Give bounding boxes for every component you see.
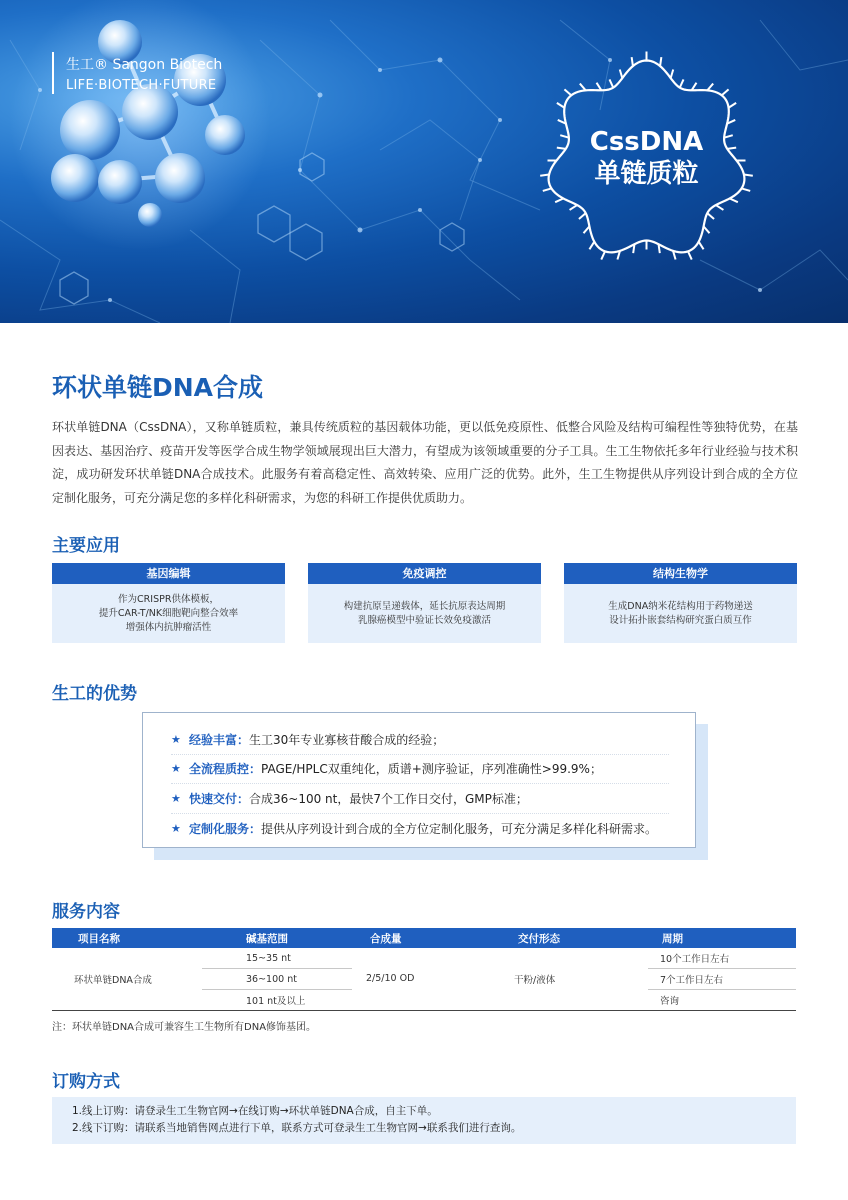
- badge-tick: [620, 70, 623, 79]
- application-card-body: 作为CRISPR供体模板， 提升CAR-T/NK细胞靶向整合效率 增强体内抗肿瘤活性: [98, 593, 239, 633]
- column-header: 合成量: [352, 928, 500, 948]
- advantage-item: [171, 814, 669, 844]
- table-row: [52, 948, 796, 969]
- badge-tick: [633, 244, 634, 253]
- badge-tick: [589, 242, 594, 250]
- badge-tick: [730, 198, 738, 202]
- star-icon: ★: [171, 821, 181, 835]
- advantage-item: [171, 784, 669, 814]
- application-card-gene-editing: [52, 563, 285, 643]
- star-icon: ★: [171, 791, 181, 805]
- table-cell-cycle: 10个工作日左右: [648, 948, 796, 969]
- application-card-title: 基因编辑: [52, 563, 285, 584]
- badge-tick: [584, 226, 590, 233]
- badge-tick: [564, 89, 571, 95]
- application-card-title: 结构生物学: [564, 563, 797, 584]
- advantage-item: [171, 725, 669, 755]
- badge-tick: [688, 251, 692, 259]
- table-cell-amount: 2/5/10 OD: [352, 948, 500, 1010]
- product-badge: [539, 48, 754, 273]
- badge-tick: [729, 103, 737, 108]
- badge-tick: [699, 242, 704, 250]
- intro-paragraph: 环状单链DNA（CssDNA），又称单链质粒，兼具传统质粒的基因载体功能，更以低免疫原性、低整合风险及结构可编程性等独特优势，在基因表达、基因治疗、疫苗开发等医学合成生物学领域展现出巨大潜力，有望成为该领域重要的分子工具。生工生物依托多年行业经验与技术积淀，成功研发环状单链DNA合成技术。此服务有着高稳定性、高效转染、应用广泛的优势。此外，生工生物提供从序列设计到合成的全方位定制化服务，可充分满足您的多样化科研需求，为您的科研工作提供优质助力。: [52, 420, 798, 505]
- order-line-offline: 2.线下订购：请联系当地销售网点进行下单，联系方式可登录生工生物官网→联系我们进行查询。: [72, 1122, 522, 1134]
- column-header: 交付形态: [500, 928, 648, 948]
- table-cell-range: 15~35 nt: [202, 948, 352, 969]
- table-cell-cycle: 咨询: [648, 989, 796, 1010]
- application-card-structural-biology: [564, 563, 797, 643]
- order-box: [52, 1097, 796, 1144]
- brand-slogan: LIFE·BIOTECH·FUTURE: [66, 78, 217, 93]
- advantage-text: 生工30年专业寡核苷酸合成的经验；: [249, 732, 445, 747]
- service-heading: 服务内容: [52, 902, 120, 922]
- advantage-text: 合成36~100 nt，最快7个工作日交付，GMP标准；: [249, 791, 528, 806]
- badge-line1: CssDNA: [589, 127, 704, 157]
- order-heading: 订购方式: [52, 1072, 120, 1092]
- badge-tick: [716, 205, 724, 210]
- order-line-online: 1.线上订购：请登录生工生物官网→在线订购→环状单链DNA合成，自主下单。: [72, 1105, 438, 1117]
- badge-tick: [671, 70, 674, 79]
- brand-divider: [52, 52, 54, 94]
- badge-tick: [632, 57, 633, 66]
- service-table: [52, 928, 796, 1011]
- advantage-item: [171, 755, 669, 785]
- star-icon: ★: [171, 762, 181, 776]
- badge-tick: [579, 213, 586, 219]
- advantage-key: 快速交付：: [189, 791, 250, 806]
- advantage-key: 经验丰富：: [189, 732, 250, 747]
- badge-tick: [707, 84, 713, 91]
- application-card-immune-regulation: [308, 563, 541, 643]
- badge-tick: [722, 89, 729, 95]
- column-header: 项目名称: [52, 928, 202, 948]
- application-card-body: 构建抗原呈递载体，延长抗原表达周期 乳腺癌模型中验证长效免疫激活: [343, 600, 506, 626]
- application-card-body: 生成DNA纳米花结构用于药物递送 设计拓扑嵌套结构研究蛋白质互作: [608, 600, 753, 626]
- table-note: 注：环状单链DNA合成可兼容生工生物所有DNA修饰基团。: [52, 1022, 317, 1033]
- advantages-heading: 生工的优势: [52, 684, 137, 704]
- table-header-row: [52, 928, 796, 948]
- table-cell-project: 环状单链DNA合成: [52, 948, 202, 1010]
- badge-tick: [601, 251, 605, 259]
- advantage-text: 提供从序列设计到合成的全方位定制化服务，可充分满足多样化科研需求。: [261, 821, 658, 836]
- hero-banner: [0, 0, 848, 323]
- badge-tick: [707, 213, 714, 219]
- applications-heading: 主要应用: [52, 536, 120, 556]
- badge-line2: 单链质粒: [594, 159, 699, 189]
- badge-tick: [680, 79, 684, 87]
- page-title: 环状单链DNA合成: [52, 373, 264, 402]
- column-header: 周期: [648, 928, 796, 948]
- badge-tick: [570, 205, 578, 210]
- table-cell-form: 干粉/液体: [500, 948, 648, 1010]
- badge-tick: [704, 226, 710, 233]
- star-icon: ★: [171, 732, 181, 746]
- badge-tick: [659, 244, 660, 253]
- advantage-text: PAGE/HPLC双重纯化，质谱+测序验证，序列准确性>99.9%；: [261, 762, 602, 777]
- brand-name: 生工® Sangon Biotech: [66, 57, 223, 73]
- advantage-key: 定制化服务：: [189, 821, 262, 836]
- column-header: 碱基范围: [202, 928, 352, 948]
- badge-tick: [609, 79, 613, 87]
- badge-tick: [557, 103, 565, 108]
- badge-tick: [555, 198, 563, 202]
- advantage-key: 全流程质控：: [189, 762, 262, 777]
- badge-tick: [660, 57, 661, 66]
- table-cell-cycle: 7个工作日左右: [648, 969, 796, 990]
- badge-tick: [580, 84, 586, 91]
- application-card-title: 免疫调控: [308, 563, 541, 584]
- advantages-box: [142, 712, 696, 848]
- table-cell-range: 36~100 nt: [202, 969, 352, 990]
- table-cell-range: 101 nt及以上: [202, 989, 352, 1010]
